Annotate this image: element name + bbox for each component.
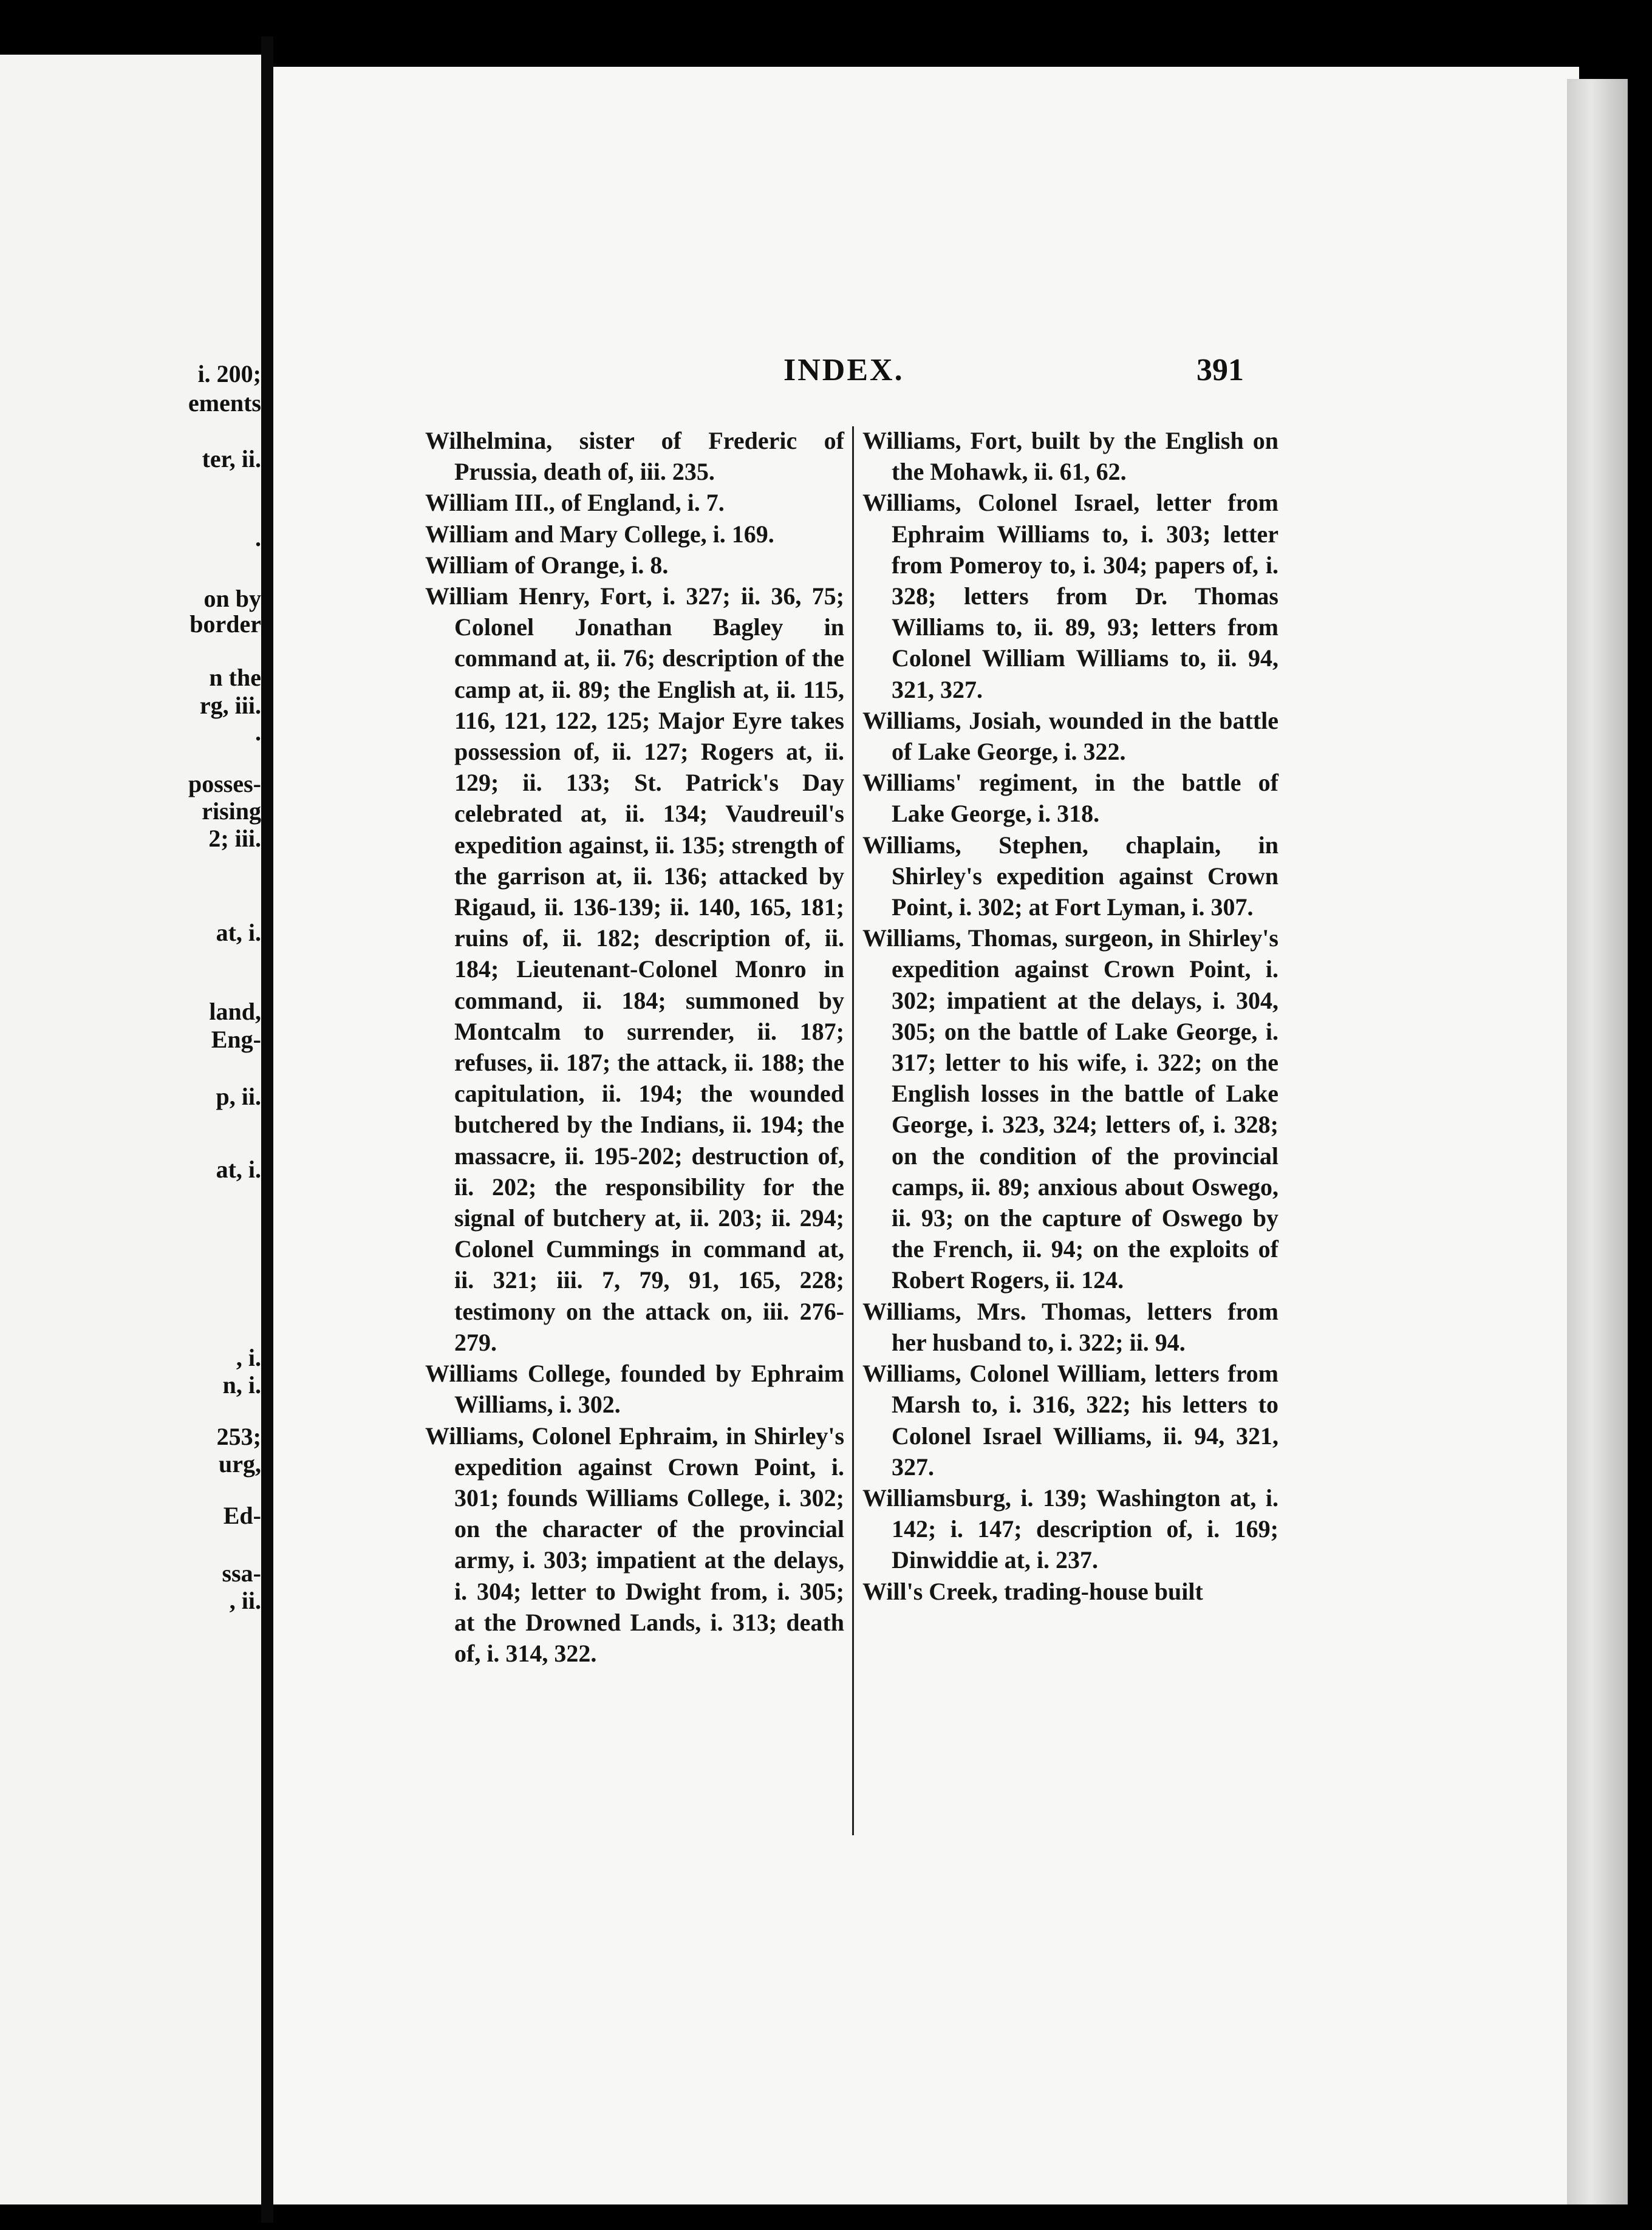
entry-heading: William and Mary College, (425, 520, 707, 548)
index-entry (862, 830, 1278, 923)
entry-heading: Williams College, (425, 1360, 611, 1388)
left-page-text-fragment: 2; iii. (208, 825, 261, 852)
entry-references: letters from her husband to, i. 322; ii. 94. (892, 1297, 1278, 1356)
left-page-text-fragment: . (255, 718, 261, 746)
left-page-text-fragment: ter, ii. (202, 445, 261, 472)
entry-heading: Williams, Stephen, (862, 831, 1088, 859)
previous-page-fragment (0, 55, 261, 2204)
page-title: INDEX. (783, 353, 904, 387)
entry-references: i. 327; ii. 36, 75; Colonel Jonathan Bagley in command at, ii. 76; description of the camp at, ii. 89; the English at, ii. 115, 116, 121, 122, 125; Major Eyre takes possession of, ii. 127; Rogers at, ii. 129; ii. 133; St. Patrick's Day celebrated at, ii. 134; Vaudreuil's expedition against, ii. 135; strength of the garrison at, ii. 136; attacked by Rigaud, ii. 136-139; ii. 140, 165, 181; ruins of, ii. 182; description of, ii. 184; Lieutenant-Colonel Monro in command, ii. 184; summoned by Montcalm to surrender, ii. 187; refuses, ii. 187; the attack, ii. 188; the capitulation, ii. 194; the wounded butchered by the Indians, ii. 194; the massacre, ii. 195-202; destruction of, ii. 202; the responsibility for the signal of butchery at, ii. 203; ii. 294; Colonel Cummings in command at, ii. 321; iii. 7, 79, 91, 165, 228; testimony on the attack on, iii. 276-279. (454, 582, 844, 1356)
entry-references: i. 169. (706, 520, 774, 548)
left-page-text-fragment: n, i. (222, 1371, 261, 1399)
entry-heading: Williams, Thomas, (862, 924, 1058, 952)
entry-references: i. 8. (625, 551, 669, 579)
index-entry (862, 425, 1278, 487)
entry-heading: William Henry, Fort, (425, 582, 652, 610)
left-page-text-fragment: ements (188, 389, 261, 417)
left-page-text-fragment: border (189, 610, 261, 638)
entry-references: surgeon, in Shirley's expedition against Crown Point, i. 302; impatient at the delays, i. 304, 305; on the battle of Lake George, i. 317; letter to his wife, i. 322; on the English losses in the battle of Lake George, i. 323, 324; letters of, i. 328; on the condition of the provincial camps, ii. 89; anxious about Oswego, ii. 93; on the capture of Oswego by the French, ii. 94; on the exploits of Robert Rogers, ii. 124. (892, 924, 1278, 1294)
left-page-text-fragment: Ed- (223, 1502, 261, 1529)
left-page-text-fragment: 253; (216, 1423, 261, 1450)
index-entry (862, 1296, 1278, 1358)
left-page-text-fragment: p, ii. (216, 1083, 261, 1110)
entry-references: built by the English on the Mohawk, ii. 61, 62. (892, 427, 1278, 486)
left-page-text-fragment: on by (203, 585, 261, 612)
index-entry (425, 519, 844, 550)
left-page-text-fragment: . (255, 524, 261, 551)
entry-references: sister of Frederic of Prussia, death of, iii. 235. (454, 427, 844, 486)
entry-heading: Wilhelmina, (425, 427, 553, 454)
left-page-text-fragment: , i. (236, 1344, 261, 1371)
left-page-text-fragment: posses- (188, 770, 261, 797)
index-entry (862, 922, 1278, 1295)
index-column-right (862, 425, 1278, 1607)
left-page-text-fragment: at, i. (216, 1156, 261, 1183)
book-gutter (261, 36, 273, 2223)
left-page-text-fragment: at, i. (216, 919, 261, 946)
entry-heading: Will's Creek, (862, 1577, 998, 1605)
index-page (273, 67, 1579, 2204)
index-entry (425, 425, 844, 487)
entry-references: letters from Marsh to, i. 316, 322; his letters to Colonel Israel Williams, ii. 94, 321, 327. (892, 1360, 1278, 1481)
entry-references: in Shirley's expedition against Crown Point, i. 301; founds Williams College, i. 302; on the character of the provincial army, i. 303; impatient at the delays, i. 304; letter to Dwight from, i. 305; at the Drowned Lands, i. 313; death of, i. 314, 322. (454, 1422, 845, 1667)
index-entry (862, 767, 1278, 829)
entry-heading: Williams, Colonel William, (862, 1360, 1147, 1388)
entry-heading: Williams, Fort, (862, 427, 1023, 454)
left-page-text-fragment: ssa- (222, 1560, 261, 1587)
left-page-text-fragment: urg, (219, 1450, 261, 1478)
entry-references: trading-house built (997, 1577, 1203, 1605)
entry-references: of England, i. 7. (555, 489, 725, 517)
page-number: 391 (1196, 353, 1244, 387)
entry-references: founded by Ephraim Williams, i. 302. (454, 1360, 844, 1419)
entry-references: i. 139; Washington at, i. 142; i. 147; description of, i. 169; Dinwiddie at, i. 237. (892, 1484, 1278, 1574)
index-entry (425, 487, 844, 518)
page-edge (1567, 79, 1628, 2204)
entry-heading: Williams, Mrs. Thomas, (862, 1297, 1131, 1325)
left-page-text-fragment: land, (209, 998, 261, 1025)
index-entry (862, 1576, 1278, 1607)
index-entry (425, 550, 844, 581)
index-entry (425, 1358, 844, 1420)
index-entry (425, 1420, 844, 1669)
index-entry (862, 1482, 1278, 1576)
index-column-left (425, 425, 844, 1669)
left-page-text-fragment: Eng- (211, 1026, 261, 1053)
entry-references: wounded in the battle of Lake George, i. 322. (892, 706, 1279, 766)
left-page-text-fragment: i. 200; (197, 360, 261, 387)
left-page-text-fragment: rg, iii. (199, 692, 261, 719)
index-entry (862, 487, 1278, 704)
index-entry (862, 705, 1278, 767)
index-entry (862, 1358, 1278, 1482)
index-entry (425, 581, 844, 1358)
entry-references: letter from Ephraim Williams to, i. 303; letter from Pomeroy to, i. 304; papers of, i. 328; letters from Dr. Thomas Williams to, ii. 89, 93; letters from Colonel William Williams to, ii. 94, 321, 327. (892, 489, 1279, 703)
entry-heading: William III., (425, 489, 555, 517)
entry-references: in the battle of Lake George, i. 318. (892, 769, 1278, 828)
left-page-text-fragment: , ii. (229, 1587, 261, 1614)
entry-heading: William of Orange, (425, 551, 626, 579)
left-page-text-fragment: rising (202, 797, 261, 825)
entry-heading: Williams, Colonel Ephraim, (425, 1422, 718, 1450)
entry-heading: Williams, Josiah, (862, 706, 1042, 734)
left-page-text-fragment: n the (209, 664, 261, 691)
entry-heading: Williams' regiment, (862, 769, 1078, 797)
entry-heading: Williams, Colonel Israel, (862, 489, 1140, 517)
column-divider (852, 426, 854, 1835)
entry-heading: Williamsburg, (862, 1484, 1011, 1512)
running-header (273, 352, 1579, 395)
entry-references: chaplain, in Shirley's expedition against Crown Point, i. 302; at Fort Lyman, i. 307. (892, 831, 1279, 921)
